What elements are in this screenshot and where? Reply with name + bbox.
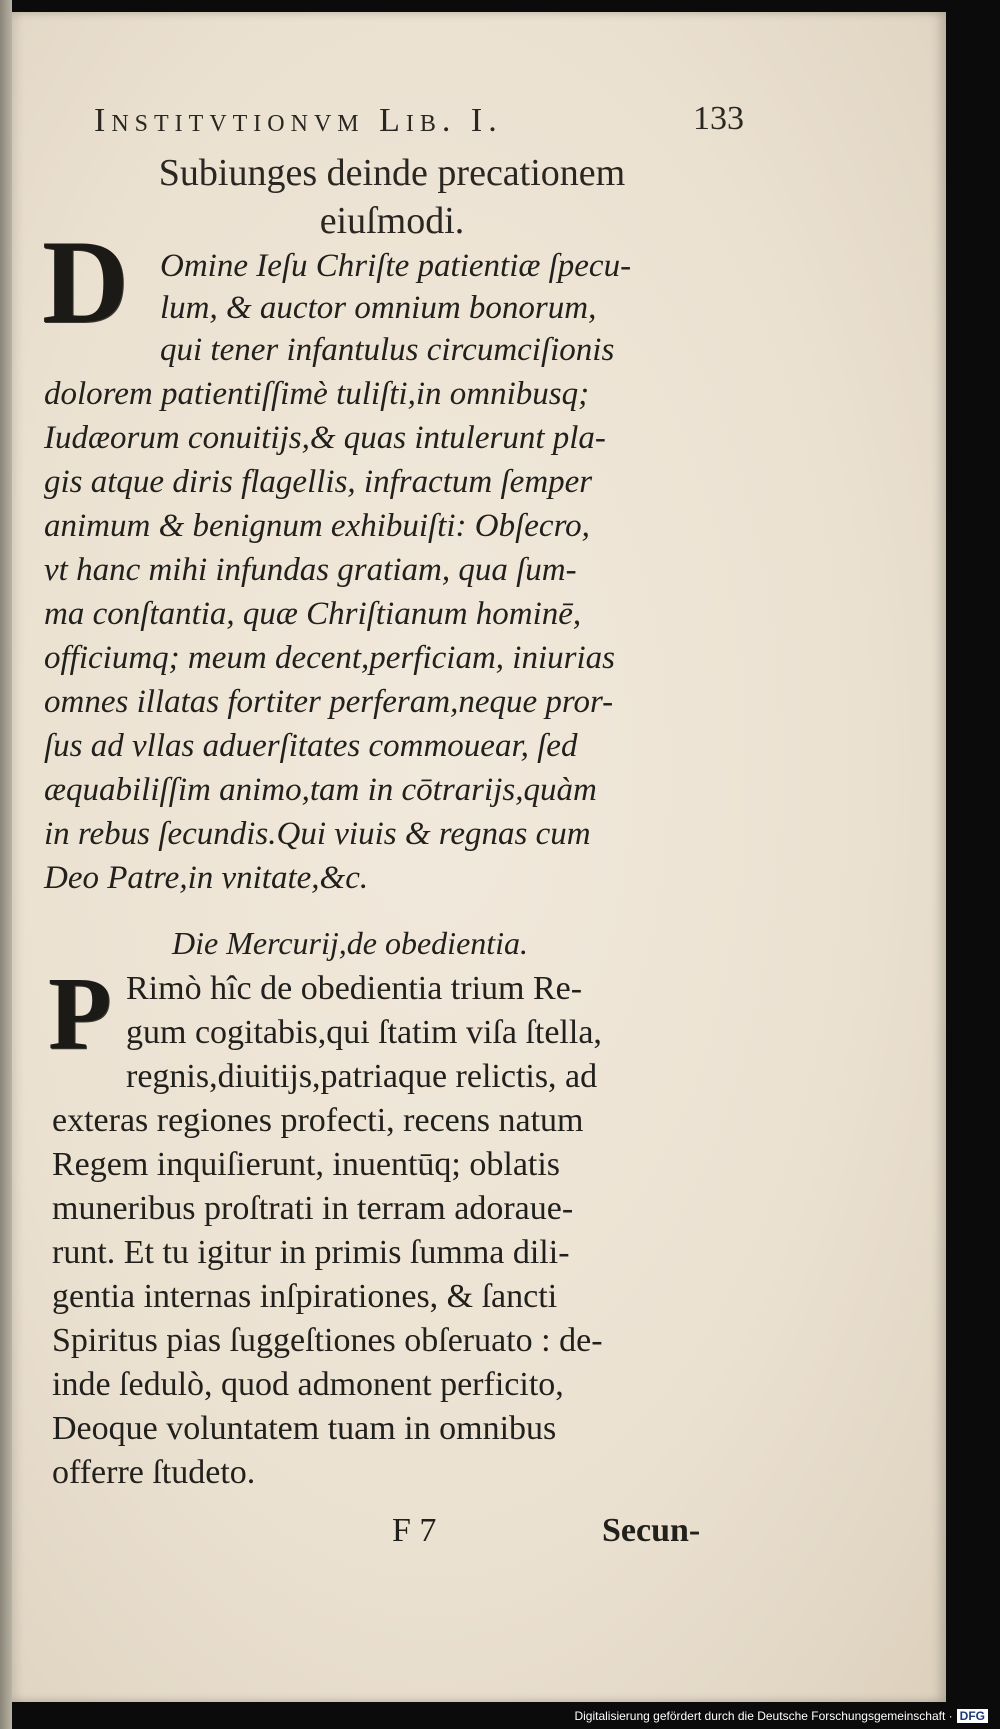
prayer-line: qui tener infantulus circumciſionis [160,332,615,368]
prayer-line: dolorem patientiſſimè tuliſti,in omnibusq; [44,376,590,412]
prayer-line: ſus ad vllas aduerſitates commouear, ſed [44,728,578,764]
body-line: Rimò hîc de obedientia trium Re- [126,970,583,1007]
prayer-line: Iudæorum conuitijs,& quas intulerunt pla- [44,420,606,456]
body-line: inde ſedulò, quod admonent perficito, [52,1366,564,1403]
body-dropcap: P [48,956,112,1071]
body-line: Deoque voluntatem tuam in omnibus [52,1410,557,1447]
dfg-logo: DFG [957,1709,988,1723]
body-line: offerre ſtudeto. [52,1454,256,1491]
prayer-line: ma conſtantia, quæ Chriſtianum hominē, [44,596,582,632]
body-line: muneribus proſtrati in terram adoraue- [52,1190,574,1227]
prayer-line: Deo Patre,in vnitate,&c. [44,860,369,896]
catchword: Secun- [602,1512,701,1549]
body-line: runt. Et tu igitur in primis ſumma dili- [52,1234,570,1271]
prayer-line: omnes illatas fortiter perferam,neque pror- [44,684,614,720]
body-line: Spiritus pias ſuggeſtiones obſeruato : de- [52,1322,603,1359]
section-title: Die Mercurij,de obedientia. [172,925,529,961]
prayer-line: officiumq; meum decent,perficiam, iniurias [44,640,615,676]
prayer-line: animum & benignum exhibuiſti: Obſecro, [44,508,590,544]
prayer-line: æquabiliſſim animo,tam in cōtrarijs,quàm [44,772,597,808]
body-line: Regem inquiſierunt, inuentūq; oblatis [52,1146,561,1183]
heading-line-2: eiuſmodi. [319,200,465,242]
running-head [94,94,744,144]
book-page [12,12,946,1702]
book-edge [0,0,12,1729]
running-head-title: Institvtionvm Lib. I. [94,102,503,139]
prayer-line: in rebus ſecundis.Qui viuis & regnas cum [44,816,591,852]
footer-text: Digitalisierung gefördert durch die Deutsche Forschungsgemeinschaft · [574,1709,953,1723]
body-line: exteras regiones profecti, recens natum [52,1102,584,1139]
prayer-line: lum, & auctor omnium bonorum, [160,290,597,326]
body-line: gum cogitabis,qui ſtatim viſa ſtella, [126,1014,602,1051]
prayer-line: gis atque diris flagellis, infractum ſemper [44,464,593,500]
body-line: gentia internas inſpirationes, & ſancti [52,1278,558,1315]
page-number: 133 [693,100,744,137]
digitization-footer [574,1709,988,1723]
body-line: regnis,diuitijs,patriaque relictis, ad [126,1058,598,1095]
prayer-line: Omine Ieſu Chriſte patientiæ ſpecu- [160,248,632,284]
prayer-line: vt hanc mihi infundas gratiam, qua ſum- [44,552,577,588]
heading-line-1: Subiunges deinde precationem [158,152,626,194]
prayer-dropcap: D [42,215,129,348]
signature-mark: F 7 [392,1512,437,1549]
